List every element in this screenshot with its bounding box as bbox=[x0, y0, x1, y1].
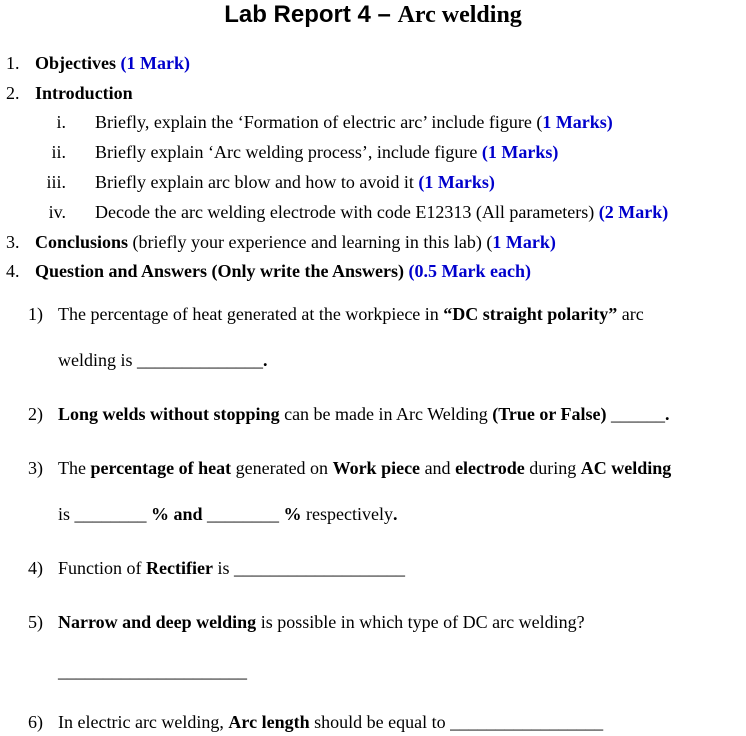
question-text: can be made in Arc Welding bbox=[279, 404, 493, 424]
item-text: Briefly, explain the ‘Formation of electric arc’ include figure ( bbox=[95, 112, 543, 132]
marks-label: (0.5 Mark each) bbox=[404, 261, 531, 281]
question-bold-text: “DC straight polarity” bbox=[443, 304, 618, 324]
question-text: should be equal to bbox=[309, 712, 451, 732]
item-text: Briefly explain arc blow and how to avoid it bbox=[95, 172, 419, 192]
question-text: during bbox=[524, 458, 581, 478]
question-3 bbox=[28, 457, 672, 479]
marks-label: (1 Marks) bbox=[481, 142, 559, 162]
question-text: Function of bbox=[58, 558, 146, 578]
question-text: and bbox=[420, 458, 456, 478]
marks-label: (1 Mark) bbox=[120, 53, 190, 73]
question-bold-text: Rectifier bbox=[146, 558, 213, 578]
question-text: The percentage of heat generated at the workpiece in bbox=[58, 304, 444, 324]
item-number: i. bbox=[56, 112, 66, 132]
question-text: respectively bbox=[301, 504, 394, 524]
question-bold-text: Narrow and deep welding bbox=[58, 612, 257, 632]
question-5 bbox=[28, 611, 585, 633]
answer-blank[interactable]: ______________ bbox=[137, 350, 263, 370]
question-6 bbox=[28, 711, 604, 733]
answer-blank[interactable]: ________ bbox=[74, 504, 147, 524]
question-text: generated on bbox=[231, 458, 333, 478]
section-number: 3. bbox=[6, 232, 20, 252]
question-number: 1) bbox=[28, 304, 43, 324]
punctuation: . bbox=[263, 350, 268, 370]
question-bold-text: % and bbox=[146, 504, 208, 524]
question-number: 6) bbox=[28, 712, 43, 732]
title-suffix: Arc welding bbox=[397, 2, 522, 28]
question-bold-text: percentage of heat bbox=[90, 458, 232, 478]
question-number: 5) bbox=[28, 612, 43, 632]
question-3-line2 bbox=[58, 503, 398, 525]
question-number: 4) bbox=[28, 558, 43, 578]
section-number: 2. bbox=[6, 83, 20, 103]
question-text: is possible in which type of DC arc welding? bbox=[256, 612, 585, 632]
question-text-end: arc bbox=[617, 304, 644, 324]
question-5-line2 bbox=[58, 660, 247, 682]
section-text: (briefly your experience and learning in this lab) ( bbox=[128, 232, 493, 252]
item-number: iv. bbox=[48, 202, 66, 222]
section-introduction bbox=[6, 82, 133, 104]
title-prefix: Lab Report 4 – bbox=[224, 1, 398, 28]
section-heading: Introduction bbox=[35, 83, 133, 103]
punctuation: . bbox=[393, 504, 398, 524]
punctuation: . bbox=[665, 404, 670, 424]
section-heading: Question and Answers (Only write the Answers) bbox=[35, 261, 405, 281]
question-1-line2 bbox=[58, 349, 268, 371]
question-text: is bbox=[212, 558, 234, 578]
question-bold-text: AC welding bbox=[580, 458, 672, 478]
item-text: Briefly explain ‘Arc welding process’, include figure bbox=[95, 142, 482, 162]
question-bold-text: (True or False) bbox=[492, 404, 607, 424]
item-number: iii. bbox=[46, 172, 66, 192]
answer-blank[interactable]: ___________________ bbox=[233, 558, 405, 578]
question-4 bbox=[28, 557, 405, 579]
answer-blank[interactable]: ________ bbox=[207, 504, 280, 524]
question-number: 2) bbox=[28, 404, 43, 424]
question-text: The bbox=[58, 458, 91, 478]
question-1 bbox=[28, 303, 644, 325]
question-bold-text: Long welds without stopping bbox=[58, 404, 280, 424]
question-bold-text: Arc length bbox=[228, 712, 310, 732]
section-objectives bbox=[6, 52, 190, 74]
section-questions bbox=[6, 260, 531, 282]
answer-blank[interactable]: ______ bbox=[606, 404, 666, 424]
question-bold-text: electrode bbox=[455, 458, 525, 478]
section-number: 4. bbox=[6, 261, 20, 281]
marks-label: 1 Marks) bbox=[542, 112, 613, 132]
page-title bbox=[0, 0, 746, 30]
marks-label: (2 Mark) bbox=[598, 202, 669, 222]
item-text: Decode the arc welding electrode with code E12313 (All parameters) bbox=[95, 202, 599, 222]
question-2 bbox=[28, 403, 670, 425]
section-number: 1. bbox=[6, 53, 20, 73]
item-number: ii. bbox=[51, 142, 66, 162]
question-bold-text: % bbox=[279, 504, 302, 524]
section-conclusions bbox=[6, 231, 556, 253]
question-text: welding is bbox=[58, 350, 137, 370]
marks-label: 1 Mark) bbox=[492, 232, 556, 252]
question-bold-text: Work piece bbox=[332, 458, 421, 478]
question-text: is bbox=[58, 504, 75, 524]
marks-label: (1 Marks) bbox=[418, 172, 495, 192]
question-number: 3) bbox=[28, 458, 43, 478]
answer-blank[interactable]: _____________________ bbox=[58, 661, 247, 681]
question-text: In electric arc welding, bbox=[58, 712, 229, 732]
section-heading: Objectives bbox=[35, 53, 116, 73]
answer-blank[interactable]: _________________ bbox=[450, 712, 604, 732]
section-heading: Conclusions bbox=[35, 232, 129, 252]
